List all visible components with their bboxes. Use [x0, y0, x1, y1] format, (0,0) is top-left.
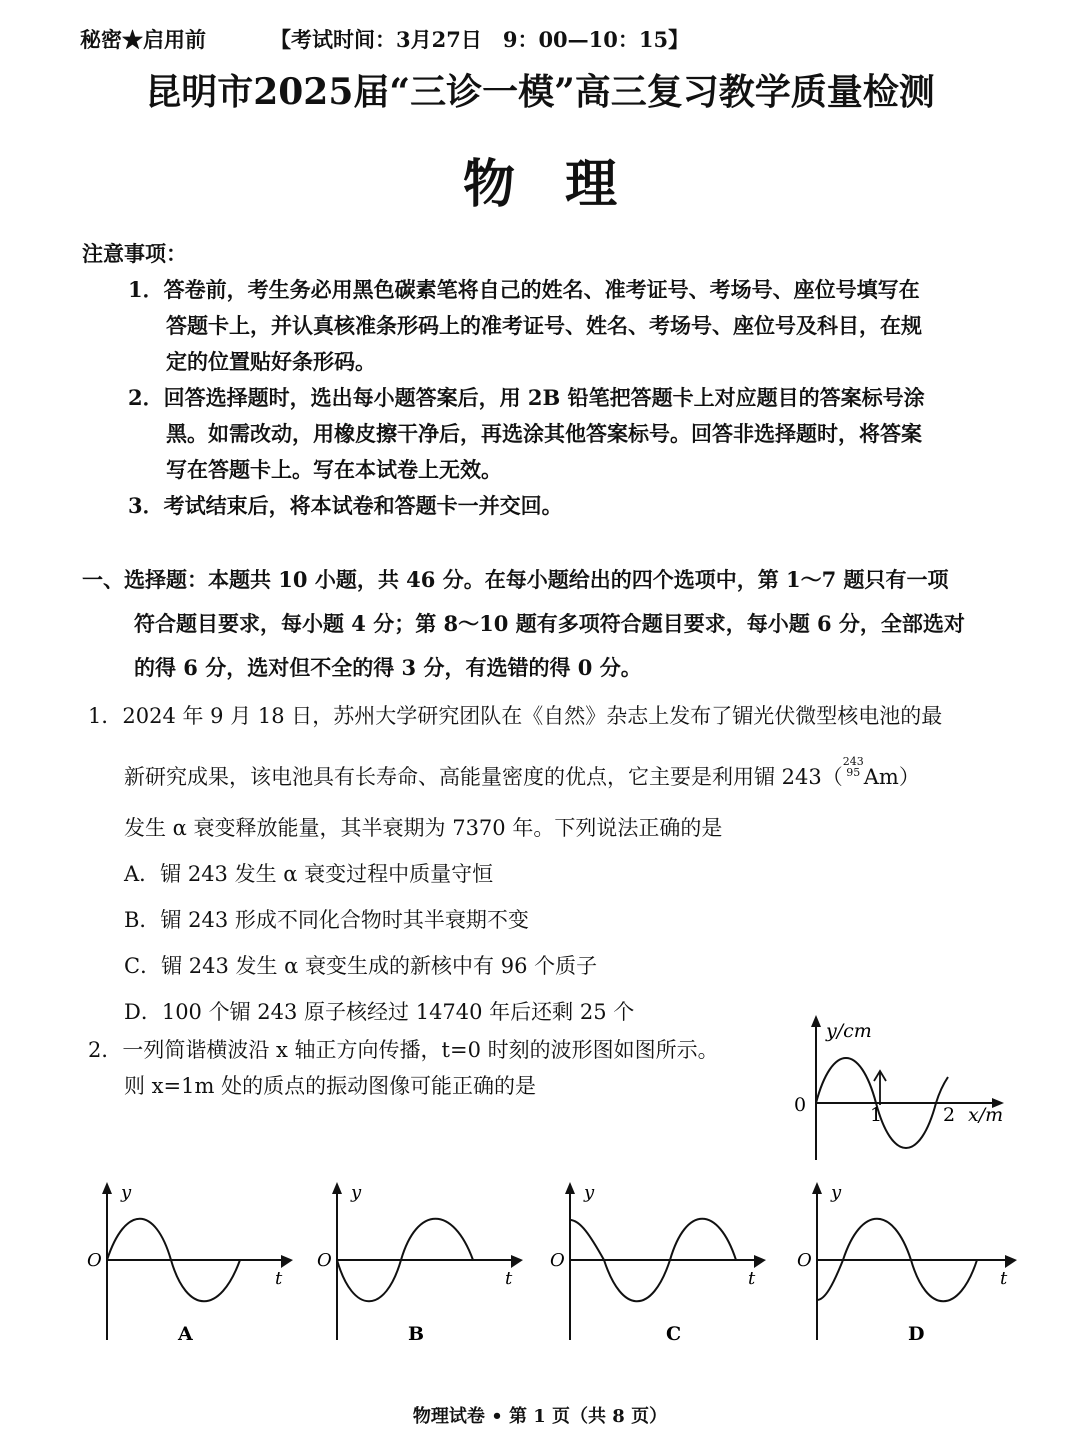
y-label: y [584, 1182, 595, 1203]
t-label: t [1000, 1268, 1008, 1289]
t-axis-arrow [511, 1255, 523, 1268]
option-label: B [408, 1323, 425, 1345]
option-graph-d [795, 1180, 1020, 1350]
y-label: y [831, 1182, 842, 1203]
option-label: C [666, 1323, 682, 1345]
q1-option-a: A．镅 243 发生 α 衰变过程中质量守恒 [124, 862, 494, 886]
section-instructions: 的得 6 分，选对但不全的得 3 分，有选错的得 0 分。 [134, 655, 642, 680]
option-label: A [178, 1323, 193, 1345]
confidential-mark: 秘密★启用前 [80, 27, 206, 52]
notice-heading: 注意事项： [82, 241, 187, 266]
tick-label-2: 2 [943, 1104, 956, 1126]
notice-line: 黑。如需改动，用橡皮擦干净后，再选涂其他答案标号。回答非选择题时，将答案 [166, 421, 922, 446]
exam-time: 【考试时间：3月27日 9：00—10：15】 [270, 27, 690, 52]
q1-option-b: B．镅 243 形成不同化合物时其半衰期不变 [124, 908, 529, 932]
origin-label: O [317, 1250, 332, 1271]
isotope-numbers [843, 756, 864, 778]
wave-figure [790, 1015, 1010, 1165]
element-symbol: Am [863, 765, 899, 789]
t-axis-arrow [281, 1255, 293, 1268]
t-label: t [748, 1268, 756, 1289]
page-footer: 物理试卷 • 第 1 页（共 8 页） [412, 1406, 668, 1427]
subject-title: 物理 [462, 154, 667, 215]
notice-line: 答题卡上，并认真核准条形码上的准考证号、姓名、考场号、座位号及科目，在规 [166, 313, 922, 338]
q1-option-c: C．镅 243 发生 α 衰变生成的新核中有 96 个质子 [124, 954, 598, 978]
x-axis-label: x/m [968, 1104, 1004, 1126]
option-graph-a [85, 1180, 295, 1350]
y-axis-arrow [332, 1182, 342, 1194]
y-label: y [351, 1182, 362, 1203]
origin-label: O [87, 1250, 102, 1271]
exam-title: 昆明市2025届“三诊一模”高三复习教学质量检测 [145, 71, 935, 113]
y-axis-label: y/cm [826, 1020, 872, 1042]
y-axis-arrow [812, 1182, 822, 1194]
notice-line: 2．回答选择题时，选出每小题答案后，用 2B 铅笔把答题卡上对应题目的答案标号涂 [128, 385, 925, 410]
section-instructions: 一、选择题：本题共 10 小题，共 46 分。在每小题给出的四个选项中，第 1～7 题只有一项 [82, 567, 949, 592]
origin-label: O [550, 1250, 565, 1271]
mass-number: 243 [842, 755, 864, 768]
t-label: t [275, 1268, 283, 1289]
q1-option-d: D．100 个镅 243 原子核经过 14740 年后还剩 25 个 [124, 1000, 635, 1024]
q2-stem: 2．一列简谐横波沿 x 轴正方向传播，t=0 时刻的波形图如图所示。 [88, 1038, 719, 1062]
t-axis-arrow [1005, 1255, 1017, 1268]
notice-line: 定的位置贴好条形码。 [166, 349, 376, 374]
origin-label: 0 [794, 1094, 807, 1116]
q1-stem: 发生 α 衰变释放能量，其半衰期为 7370 年。下列说法正确的是 [124, 816, 723, 840]
option-graph-c [548, 1180, 768, 1350]
section-instructions: 符合题目要求，每小题 4 分；第 8～10 题有多项符合题目要求，每小题 6 分，全部选对 [134, 611, 965, 636]
notice-line: 3．考试结束后，将本试卷和答题卡一并交回。 [128, 493, 563, 518]
t-axis-arrow [754, 1255, 766, 1268]
q1-stem-text: ） [898, 765, 920, 789]
y-label: y [121, 1182, 132, 1203]
y-axis-arrow [102, 1182, 112, 1194]
origin-label: O [797, 1250, 812, 1271]
option-label: D [908, 1323, 925, 1345]
notice-line: 1．答卷前，考生务必用黑色碳素笔将自己的姓名、准考证号、考场号、座位号填写在 [128, 277, 920, 302]
q1-stem: 1．2024 年 9 月 18 日，苏州大学研究团队在《自然》杂志上发布了镅光伏微型核电池的最 [88, 704, 943, 728]
y-axis-arrow [565, 1182, 575, 1194]
y-axis-arrow [811, 1015, 821, 1027]
tick-label-1: 1 [870, 1104, 883, 1126]
option-graph-b [315, 1180, 525, 1350]
q1-stem-text: 新研究成果，该电池具有长寿命、高能量密度的优点，它主要是利用镅 243（ [124, 765, 843, 789]
t-label: t [505, 1268, 513, 1289]
q2-stem: 则 x=1m 处的质点的振动图像可能正确的是 [124, 1074, 537, 1098]
q1-stem [124, 756, 920, 791]
notice-line: 写在答题卡上。写在本试卷上无效。 [166, 457, 502, 482]
atomic-number: 95 [846, 766, 861, 779]
